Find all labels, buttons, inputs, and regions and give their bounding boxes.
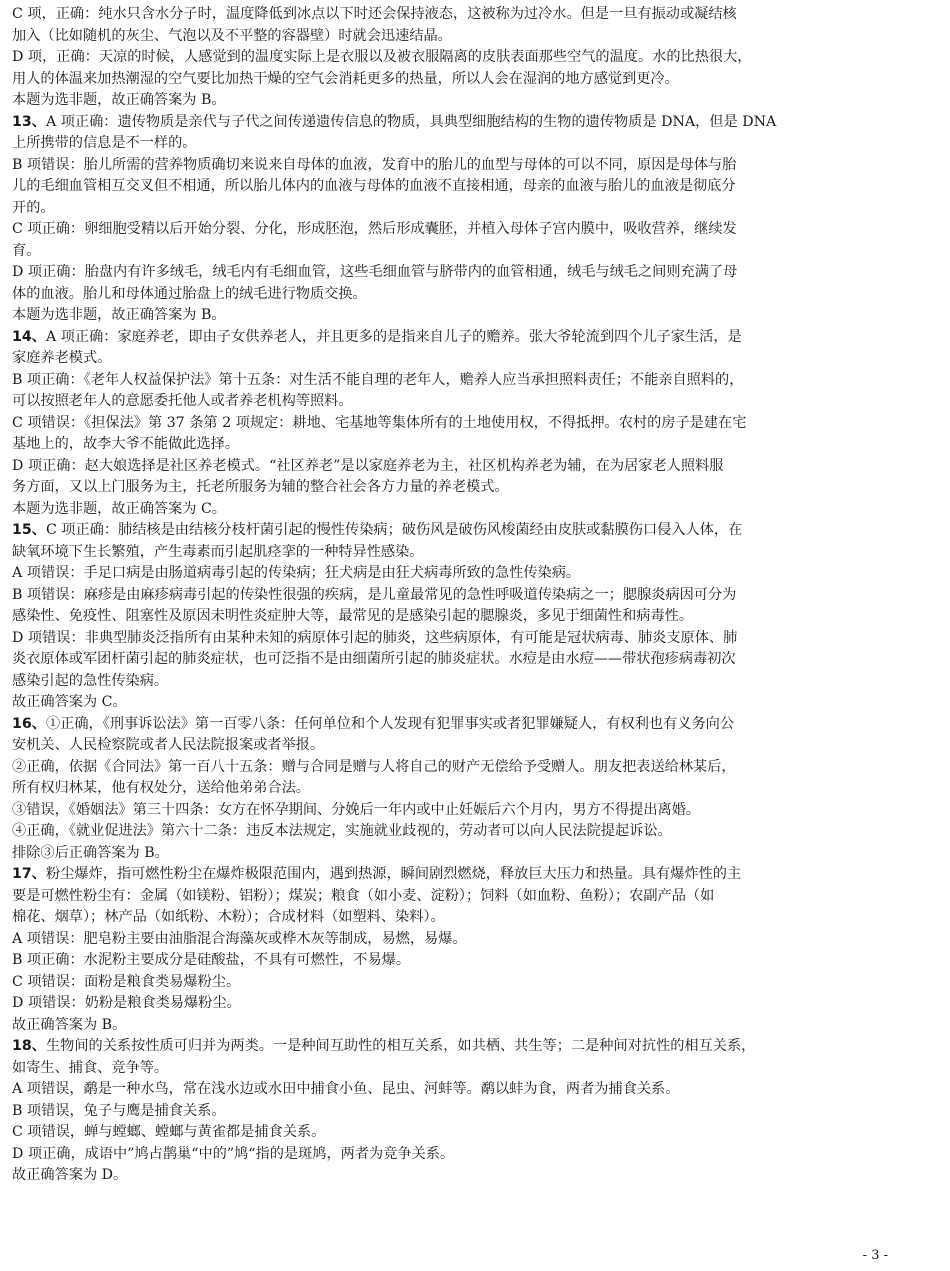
text-line: [12, 1015, 928, 1037]
line-text: ②正确，依据《合同法》第一百八十五条：赠与合同是赠与人将自己的财产无偿给予受赠人。朋友把表送给林某后，: [12, 758, 736, 775]
text-line: [12, 90, 928, 112]
text-line: [12, 714, 928, 736]
text-line: [12, 47, 928, 69]
line-text: 家庭养老模式。: [12, 350, 112, 366]
line-text: 炎衣原体或军团杆菌引起的肺炎症状，也可泛指不是由细菌所引起的肺炎症状。水痘是由水痘——带状孢疹病毒初次: [12, 651, 736, 667]
line-text: 故正确答案为 B。: [12, 1016, 127, 1033]
line-text: 感染引起的急性传染病。: [12, 672, 169, 689]
line-text: 故正确答案为 D。: [12, 1167, 128, 1183]
line-text: D 项正确：赵大娘选择是社区养老模式。“社区养老”是以家庭养老为主，社区机构养老为辅，在为居家老人照料服: [12, 457, 724, 474]
text-line: [12, 327, 928, 349]
text-line: [12, 950, 928, 972]
text-line: [12, 1122, 928, 1144]
text-line: [12, 735, 928, 757]
text-line: [12, 1036, 928, 1058]
line-text: 安机关、人民检察院或者人民法院报案或者举报。: [12, 737, 325, 753]
line-text: A 项错误：手足口病是由肠道病毒引起的传染病；狂犬病是由狂犬病毒所致的急性传染病。: [12, 565, 581, 581]
text-line: [12, 520, 928, 542]
line-text: 生物间的关系按性质可归并为两类。一是种间互助性的相互关系，如共栖、共生等；二是种间对抗性的相互关系，: [45, 1038, 756, 1054]
line-text: 粉尘爆炸，指可燃性粉尘在爆炸极限范围内，遇到热源，瞬间剧烈燃烧，释放巨大压力和热量。具有爆炸性的主: [45, 866, 742, 882]
line-text: ④正确，《就业促进法》第六十二条：违反本法规定，实施就业歧视的，劳动者可以向人民法院提起诉讼。: [12, 823, 672, 839]
line-text: 基地上的，故李大爷不能做此选择。: [12, 436, 240, 452]
question-number: 15、: [12, 522, 46, 538]
text-line: [12, 284, 928, 306]
line-text: D 项正确，成语中”鸠占鹊巢“中的”鸠“指的是斑鸠，两者为竞争关系。: [12, 1145, 455, 1162]
line-text: D 项正确：胎盘内有许多绒毛，绒毛内有毛细血管，这些毛细血管与脐带内的血管相通，绒毛与绒毛之间则充满了母: [12, 264, 738, 280]
line-text: C 项，正确：纯水只含水分子时，温度降低到冰点以下时还会保持液态，这被称为过冷水。但是一旦有振动或凝结核: [12, 6, 737, 22]
line-text: 务方面，又以上门服务为主，托老所服务为辅的整合社会各方力量的养老模式。: [12, 479, 509, 495]
text-line: [12, 112, 928, 134]
line-text: A 项错误，鹬是一种水鸟，常在浅水边或水田中捕食小鱼、昆虫、河蚌等。鹬以蚌为食，两者为捕食关系。: [12, 1081, 680, 1097]
text-line: [12, 542, 928, 564]
line-text: D 项错误：奶粉是粮食类易爆粉尘。: [12, 995, 241, 1011]
text-line: [12, 606, 928, 628]
text-line: [12, 69, 928, 91]
text-line: [12, 155, 928, 177]
line-text: B 项正确：水泥粉主要成分是硅酸盐，不具有可燃性，不易爆。: [12, 952, 411, 968]
text-line: [12, 413, 928, 435]
question-number: 13、: [12, 113, 46, 130]
text-line: [12, 1165, 928, 1187]
text-line: [12, 929, 928, 951]
line-text: 故正确答案为 C。: [12, 694, 127, 710]
line-text: B 项错误：胎儿所需的营养物质确切来说来自母体的血液，发育中的胎儿的血型与母体的可以不同，原因是母体与胎: [12, 156, 737, 173]
line-text: 儿的毛细血管相互交叉但不相通，所以胎儿体内的血液与母体的血液不直接相通，母亲的血液与胎儿的血液是彻底分: [12, 178, 736, 194]
line-text: 本题为选非题，故正确答案为 B。: [12, 307, 226, 323]
line-text: A 项正确：家庭养老，即由子女供养老人，并且更多的是指来自儿子的赡养。张大爷轮流到四个儿子家生活，是: [45, 328, 742, 345]
text-line: [12, 198, 928, 220]
text-line: [12, 757, 928, 779]
line-text: 本题为选非题，故正确答案为 C。: [12, 500, 226, 517]
text-line: [12, 262, 928, 284]
text-line: [12, 348, 928, 370]
text-line: [12, 886, 928, 908]
line-text: B 项错误：麻疹是由麻疹病毒引起的传染性很强的疾病，是儿童最常见的急性呼吸道传染病之一；腮腺炎病因可分为: [12, 586, 737, 603]
line-text: C 项错误：面粉是粮食类易爆粉尘。: [12, 973, 241, 990]
text-line: [12, 649, 928, 671]
text-line: [12, 671, 928, 693]
line-text: B 项错误，兔子与鹰是捕食关系。: [12, 1102, 226, 1119]
text-line: [12, 843, 928, 865]
line-text: A 项错误：肥皂粉主要由油脂混合海藻灰或桦木灰等制成，易燃，易爆。: [12, 930, 467, 947]
line-text: 棉花、烟草）；林产品（如纸粉、木粉）；合成材料（如塑料、染料）。: [12, 909, 445, 925]
line-text: C 项错误，蝉与螳螂、螳螂与黄雀都是捕食关系。: [12, 1124, 326, 1140]
line-text: ①正确，《刑事诉讼法》第一百零八条：任何单位和个人发现有犯罪事实或者犯罪嫌疑人，有权利也有义务向公: [45, 715, 735, 732]
document-body: [12, 4, 928, 1187]
question-number: 14、: [12, 328, 46, 345]
line-text: 本题为选非题，故正确答案为 B。: [12, 92, 226, 108]
line-text: A 项正确：遗传物质是亲代与子代之间传递遗传信息的物质，具典型细胞结构的生物的遗传物质是 DNA，但是 DNA: [45, 113, 777, 130]
line-text: 感染性、免疫性、阻塞性及原因未明性炎症肿大等，最常见的是感染引起的腮腺炎，多见于细菌性和病毒性。: [12, 608, 694, 624]
text-line: [12, 477, 928, 499]
text-line: [12, 1079, 928, 1101]
line-text: 用人的体温来加热潮湿的空气要比加热干燥的空气会消耗更多的热量，所以人会在湿润的地方感觉到更冷。: [12, 70, 679, 87]
text-line: [12, 241, 928, 263]
line-text: D 项错误：非典型肺炎泛指所有由某种未知的病原体引起的肺炎，这些病原体，有可能是冠状病毒、肺炎支原体、肺: [12, 629, 738, 646]
line-text: 所有权归林某，他有权处分，送给他弟弟合法。: [12, 780, 310, 796]
text-line: [12, 993, 928, 1015]
text-line: [12, 499, 928, 521]
text-line: [12, 219, 928, 241]
line-text: C 项正确：卵细胞受精以后开始分裂、分化，形成胚泡，然后形成囊胚，并植入母体子宫内膜中，吸收营养，继续发: [12, 221, 737, 237]
line-text: D 项，正确：天凉的时候，人感觉到的温度实际上是衣服以及被衣服隔离的皮肤表面那些空气的温度。水的比热很大，: [12, 49, 752, 65]
text-line: [12, 456, 928, 478]
line-text: 可以按照老年人的意愿委托他人或者养老机构等照料。: [12, 393, 353, 409]
line-text: 育。: [12, 242, 41, 259]
line-text: 加入（比如随机的灰尘、气泡以及不平整的容器壁）时就会迅速结晶。: [12, 27, 452, 44]
text-line: [12, 305, 928, 327]
text-line: [12, 391, 928, 413]
text-line: [12, 821, 928, 843]
line-text: 如寄生、捕食、竞争等。: [12, 1059, 169, 1076]
line-text: 开的。: [12, 199, 55, 216]
text-line: [12, 692, 928, 714]
text-line: [12, 800, 928, 822]
question-number: 16、: [12, 715, 46, 732]
question-number: 17、: [12, 866, 46, 882]
page-number: - 3 -: [862, 1248, 888, 1263]
line-text: C 项错误：《担保法》第 37 条第 2 项规定：耕地、宅基地等集体所有的土地使用权，不得抵押。农村的房子是建在宅: [12, 414, 747, 431]
text-line: [12, 1101, 928, 1123]
question-number: 18、: [12, 1038, 46, 1054]
text-line: [12, 133, 928, 155]
text-line: [12, 176, 928, 198]
text-line: [12, 778, 928, 800]
line-text: ③错误，《婚姻法》第三十四条：女方在怀孕期间、分娩后一年内或中止妊娠后六个月内，男方不得提出离婚。: [12, 801, 701, 818]
text-line: [12, 972, 928, 994]
text-line: [12, 864, 928, 886]
line-text: 缺氧环境下生长繁殖，产生毒素而引起肌痉挛的一种特异性感染。: [12, 543, 424, 560]
text-line: [12, 907, 928, 929]
text-line: [12, 26, 928, 48]
line-text: 体的血液。胎儿和母体通过胎盘上的绒毛进行物质交换。: [12, 285, 367, 302]
text-line: [12, 563, 928, 585]
text-line: [12, 370, 928, 392]
line-text: 要是可燃性粉尘有：金属（如镁粉、铝粉）；煤炭；粮食（如小麦、淀粉）；饲料（如血粉、鱼粉）；农副产品（如: [12, 887, 715, 904]
line-text: C 项正确：肺结核是由结核分枝杆菌引起的慢性传染病；破伤风是破伤风梭菌经由皮肤或黏膜伤口侵入人体，在: [45, 522, 743, 538]
text-line: [12, 434, 928, 456]
line-text: B 项正确：《老年人权益保护法》第十五条：对生活不能自理的老年人，赡养人应当承担照料责任；不能亲自照料的，: [12, 371, 744, 388]
line-text: 排除③后正确答案为 B。: [12, 844, 169, 861]
text-line: [12, 585, 928, 607]
text-line: [12, 4, 928, 26]
text-line: [12, 1144, 928, 1166]
text-line: [12, 628, 928, 650]
text-line: [12, 1058, 928, 1080]
line-text: 上所携带的信息是不一样的。: [12, 135, 197, 151]
